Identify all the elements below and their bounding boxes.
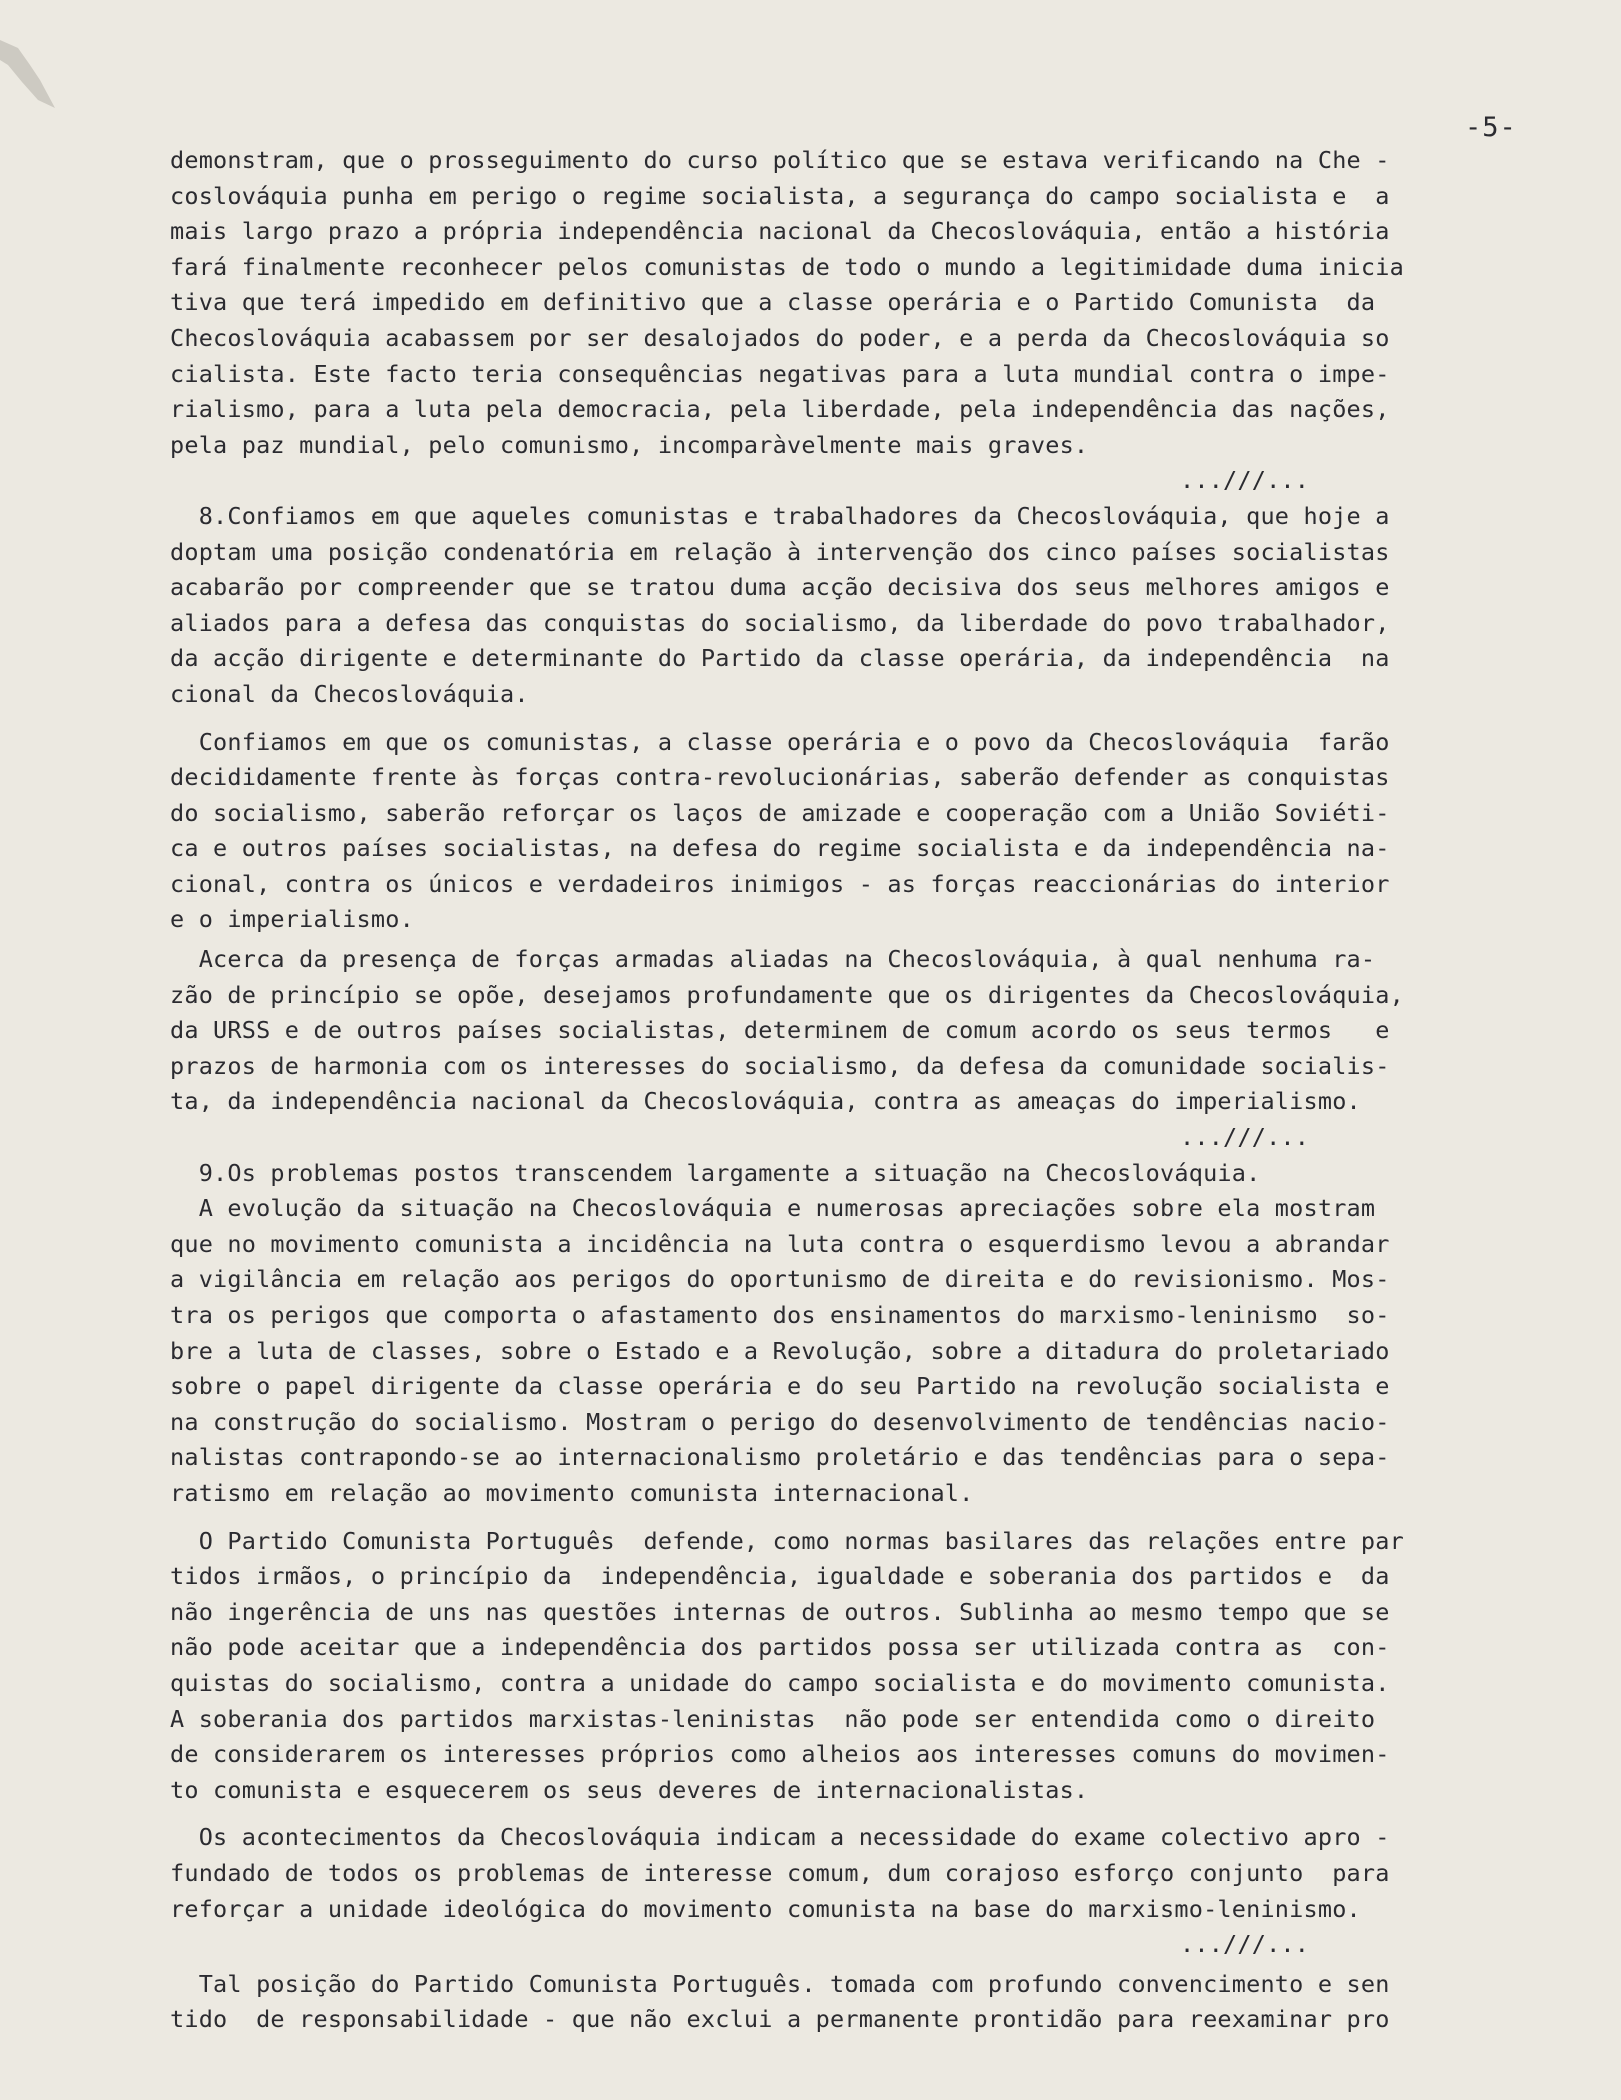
- text-line: reforçar a unidade ideológica do movimento comunista na base do marxismo-leninismo.: [170, 1894, 1361, 1923]
- text-line: O Partido Comunista Português defende, como normas basilares das relações entre par: [170, 1526, 1404, 1555]
- text-line: que no movimento comunista a incidência na luta contra o esquerdismo levou a abrandar: [170, 1229, 1390, 1258]
- text-line: tiva que terá impedido em definitivo que a classe operária e o Partido Comunista da: [170, 288, 1376, 317]
- text-line: Checoslováquia acabassem por ser desalojados do poder, e a perda da Checoslováquia so: [170, 323, 1390, 352]
- text-line: quistas do socialismo, contra a unidade do campo socialista e do movimento comunista.: [170, 1668, 1390, 1697]
- text-line: tra os perigos que comporta o afastamento dos ensinamentos do marxismo-leninismo so-: [170, 1301, 1390, 1329]
- text-line: Acerca da presença de forças armadas aliadas na Checoslováquia, à qual nenhuma ra-: [170, 945, 1376, 974]
- text-line: ratismo em relação ao movimento comunista internacional.: [170, 1478, 974, 1507]
- text-line: aliados para a defesa das conquistas do socialismo, da liberdade do povo trabalhador,: [170, 608, 1390, 637]
- torn-corner-mark: [0, 20, 70, 110]
- text-line: fará finalmente reconhecer pelos comunistas de todo o mundo a legitimidade duma inicia: [170, 252, 1404, 281]
- paragraph-spacer: [170, 713, 1525, 725]
- paragraph: [170, 143, 1525, 463]
- text-line: doptam uma posição condenatória em relação à intervenção dos cinco países socialistas: [170, 537, 1390, 566]
- text-line: cialista. Este facto teria consequências negativas para a luta mundial contra o impe-: [170, 359, 1390, 388]
- text-line: nalistas contrapondo-se ao internacionalismo proletário e das tendências para o sepa-: [170, 1443, 1390, 1472]
- text-line: pela paz mundial, pelo comunismo, incomparàvelmente mais graves.: [170, 430, 1089, 459]
- text-line: demonstram, que o prosseguimento do curso político que se estava verificando na Che -: [170, 146, 1390, 174]
- text-line: prazos de harmonia com os interesses do socialismo, da defesa da comunidade socialis-: [170, 1051, 1390, 1080]
- document-body: [170, 143, 1525, 2038]
- text-line: não pode aceitar que a independência dos partidos possa ser utilizada contra as con-: [170, 1633, 1390, 1662]
- text-line: do socialismo, saberão reforçar os laços de amizade e cooperação com a União Soviéti-: [170, 798, 1390, 827]
- text-line: da URSS e de outros países socialistas, determinem de comum acordo os seus termos e: [170, 1016, 1390, 1045]
- text-line: Tal posição do Partido Comunista Português. tomada com profundo convencimento e sen: [170, 1969, 1390, 1998]
- text-line: coslováquia punha em perigo o regime socialista, a segurança do campo socialista e a: [170, 181, 1390, 210]
- text-line: ta, da independência nacional da Checoslováquia, contra as ameaças do imperialismo.: [170, 1087, 1361, 1116]
- text-line: a vigilância em relação aos perigos do oportunismo de direita e do revisionismo. Mos-: [170, 1265, 1390, 1294]
- section-separator: ...///...: [1180, 1930, 1310, 1959]
- text-line: acabarão por compreender que se tratou duma acção decisiva dos seus melhores amigos e: [170, 573, 1390, 602]
- paragraph: [170, 1967, 1525, 2038]
- paragraph: [170, 725, 1525, 939]
- text-line: Confiamos em que os comunistas, a classe operária e o povo da Checoslováquia farão: [170, 727, 1390, 756]
- text-line: A soberania dos partidos marxistas-leninistas não pode ser entendida como o direito: [170, 1704, 1376, 1733]
- text-line: 8.Confiamos em que aqueles comunistas e trabalhadores da Checoslováquia, que hoje a: [170, 501, 1390, 530]
- text-line: e o imperialismo.: [170, 905, 414, 934]
- text-line: na construção do socialismo. Mostram o perigo do desenvolvimento de tendências nacio-: [170, 1407, 1390, 1436]
- text-line: to comunista e esquecerem os seus deveres de internacionalistas.: [170, 1775, 1089, 1804]
- text-line: mais largo prazo a própria independência nacional da Checoslováquia, então a história: [170, 217, 1390, 246]
- text-line: rialismo, para a luta pela democracia, pela liberdade, pela independência das nações,: [170, 395, 1390, 424]
- text-line: A evolução da situação na Checoslováquia e numerosas apreciações sobre ela mostram: [170, 1194, 1376, 1223]
- paragraph: [170, 942, 1525, 1120]
- paragraph-spacer: [170, 1512, 1525, 1524]
- text-line: tido de responsabilidade - que não exclui a permanente prontidão para reexaminar pro: [170, 2005, 1390, 2034]
- text-line: tidos irmãos, o princípio da independência, igualdade e soberania dos partidos e da: [170, 1562, 1390, 1591]
- text-line: decididamente frente às forças contra-revolucionárias, saberão defender as conquistas: [170, 763, 1390, 792]
- text-line: cional da Checoslováquia.: [170, 679, 529, 708]
- text-line: 9.Os problemas postos transcendem largamente a situação na Checoslováquia.: [170, 1158, 1261, 1187]
- section-separator: ...///...: [1180, 1123, 1310, 1152]
- text-line: sobre o papel dirigente da classe operária e do seu Partido na revolução socialista e: [170, 1372, 1390, 1401]
- text-line: de considerarem os interesses próprios como alheios aos interesses comuns do movimen-: [170, 1740, 1390, 1769]
- paragraph: [170, 1156, 1525, 1512]
- text-line: bre a luta de classes, sobre o Estado e a Revolução, sobre a ditadura do proletariado: [170, 1336, 1390, 1365]
- text-line: não ingerência de uns nas questões internas de outros. Sublinha ao mesmo tempo que se: [170, 1597, 1390, 1626]
- paragraph: [170, 1524, 1525, 1809]
- text-line: da acção dirigente e determinante do Partido da classe operária, da independência na: [170, 644, 1390, 673]
- paragraph-spacer: [170, 1808, 1525, 1820]
- paragraph: [170, 499, 1525, 713]
- text-line: cional, contra os únicos e verdadeiros inimigos - as forças reaccionárias do interior: [170, 869, 1390, 898]
- text-line: ca e outros países socialistas, na defesa do regime socialista e da independência na-: [170, 834, 1390, 863]
- text-line: Os acontecimentos da Checoslováquia indicam a necessidade do exame colectivo apro -: [170, 1823, 1390, 1852]
- text-line: zão de princípio se opõe, desejamos profundamente que os dirigentes da Checoslováquia,: [170, 980, 1404, 1009]
- section-separator: ...///...: [1180, 466, 1310, 495]
- paragraph: [170, 1820, 1525, 1927]
- page-number: -5-: [1465, 112, 1517, 143]
- text-line: fundado de todos os problemas de interesse comum, dum corajoso esforço conjunto para: [170, 1858, 1390, 1887]
